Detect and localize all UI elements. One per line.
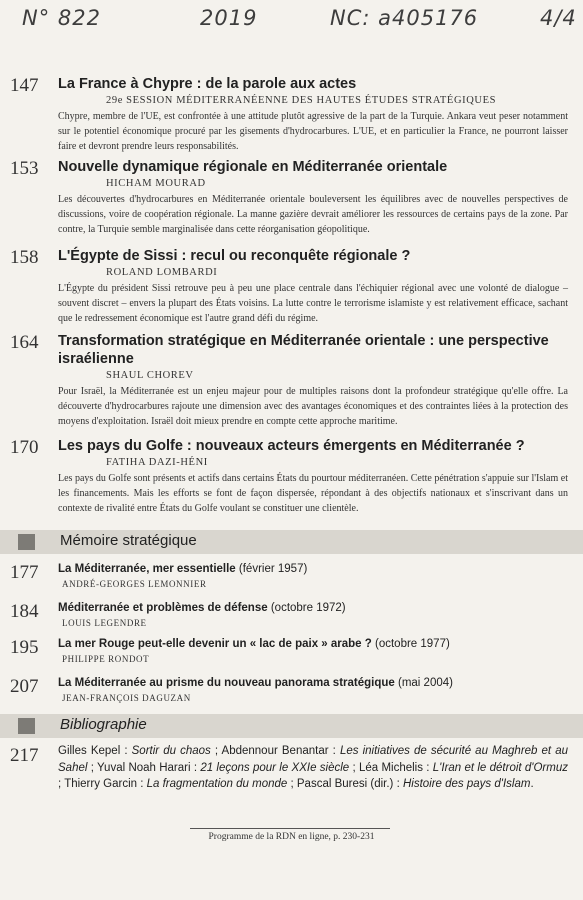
biblio-title: Sortir du chaos bbox=[131, 745, 211, 757]
page-number: 164 bbox=[10, 332, 39, 353]
memoire-section-header bbox=[0, 530, 583, 554]
footer-note: Programme de la RDN en ligne, p. 230-231 bbox=[208, 832, 375, 842]
article-summary: Chypre, membre de l'UE, est confrontée à une attitude plutôt agressive de la part de la Turquie. Ankara veut peser notamment sur le potentiel économique procuré par les gisements d'hydrocarbures. L'UE, et en particulier la France, ne pourront laisser faire et devront prendre leurs responsabilités. bbox=[58, 111, 568, 152]
biblio-title: 21 leçons pour le XXIe siècle bbox=[200, 761, 350, 774]
memoire-date: (février 1957) bbox=[238, 563, 308, 575]
article-author: FATIHA DAZI-HÉNI bbox=[106, 457, 208, 468]
article-summary: L'Égypte du président Sissi retrouve peu à peu une place centrale dans l'échiquier régional avec une volonté de dialogue – souvent discret – envers la plupart des États voisins. La lutte contre le terrorisme islamiste y est relativement efficace, sachant que le redressement économique est l'autre grand défi du régime. bbox=[58, 283, 568, 324]
handwritten-nc-code: NC: a405176 bbox=[330, 6, 479, 30]
biblio-entry bbox=[297, 778, 534, 790]
page-number: 184 bbox=[10, 601, 39, 622]
biblio-entry bbox=[64, 778, 297, 790]
biblio-author: Thierry Garcin : bbox=[64, 778, 147, 790]
biblio-title: L'Iran et le détroit d'Ormuz bbox=[432, 761, 568, 774]
section-marker bbox=[18, 534, 35, 550]
memoire-title-text: La Méditerranée, mer essentielle bbox=[58, 563, 236, 575]
memoire-title-text: Méditerranée et problèmes de défense bbox=[58, 602, 268, 614]
page-number: 195 bbox=[10, 637, 39, 658]
biblio-sep: ; bbox=[287, 778, 297, 790]
memoire-title bbox=[58, 637, 568, 651]
article-title: L'Égypte de Sissi : recul ou reconquête régionale ? bbox=[58, 248, 411, 264]
memoire-author: JEAN-FRANÇOIS DAGUZAN bbox=[62, 693, 191, 703]
biblio-sep: ; bbox=[349, 761, 359, 774]
biblio-sep: . bbox=[530, 778, 534, 790]
biblio-title: Histoire des pays d'Islam bbox=[402, 778, 531, 790]
page-number: 177 bbox=[10, 562, 39, 583]
article-title: Transformation stratégique en Méditerranée orientale : une perspective israélienne bbox=[58, 333, 549, 367]
page-number: 147 bbox=[10, 75, 39, 96]
biblio-title: La fragmentation du monde bbox=[146, 778, 288, 790]
memoire-date: (octobre 1977) bbox=[375, 638, 450, 650]
bibliography-list bbox=[58, 743, 568, 793]
memoire-title bbox=[58, 601, 568, 615]
article-author: SHAUL CHOREV bbox=[106, 370, 194, 381]
biblio-author: Pascal Buresi (dir.) : bbox=[296, 778, 403, 790]
article-summary: Les découvertes d'hydrocarbures en Méditerranée orientale bouleversent les équilibres avec de nouvelles perspectives de discussions, voire de coopération régionale. La manne gazière devrait améliorer les ressources de certains pays de la zone. Par contre, la Turquie semble marginalisée dans cette réorganisation géopolitique. bbox=[58, 194, 568, 235]
memoire-title-text: La Méditerranée au prisme du nouveau panorama stratégique bbox=[58, 677, 395, 689]
biblio-entry bbox=[97, 762, 359, 774]
memoire-author: LOUIS LEGENDRE bbox=[62, 618, 147, 628]
bibliographie-section-header bbox=[0, 714, 583, 738]
page-number: 153 bbox=[10, 158, 39, 179]
biblio-author: Yuval Noah Harari : bbox=[97, 761, 201, 774]
biblio-sep: ; bbox=[58, 778, 65, 790]
biblio-author: Léa Michelis : bbox=[358, 761, 433, 774]
biblio-title: Les initiatives de sécurité au Maghreb et au Sahel bbox=[58, 745, 569, 774]
article-author: HICHAM MOURAD bbox=[106, 178, 206, 189]
article-title: Les pays du Golfe : nouveaux acteurs émergents en Méditerranée ? bbox=[58, 438, 525, 454]
page-number: 158 bbox=[10, 247, 39, 268]
article-summary: Les pays du Golfe sont présents et actifs dans certains États du pourtour méditerranéen. Cette pénétration s'appuie sur l'Islam et les financements. Mais les efforts se font de façon dispersée, répondant à des objectifs nationaux et s'inscrivant dans un contexte de rivalité entre États du Golfe voulant se constituer une clientèle. bbox=[58, 473, 568, 514]
article-summary: Pour Israël, la Méditerranée est un enjeu majeur pour de multiples raisons dont la profondeur stratégique qu'elle offre. La découverte d'hydrocarbures rajoute une dimension avec des avantages économiques et des contraintes liées à la protection des moyens d'exploitation. Israël doit mieux prendre en compte cette approche maritime. bbox=[58, 386, 568, 427]
article-title: La France à Chypre : de la parole aux actes bbox=[58, 76, 357, 92]
page-number: 170 bbox=[10, 437, 39, 458]
article-author: 29e SESSION MÉDITERRANÉENNE DES HAUTES ÉTUDES STRATÉGIQUES bbox=[106, 95, 497, 106]
biblio-author: Abdennour Benantar : bbox=[221, 745, 340, 757]
biblio-author: Gilles Kepel : bbox=[58, 745, 132, 757]
memoire-title bbox=[58, 676, 568, 690]
page-number: 207 bbox=[10, 676, 39, 697]
memoire-date: (mai 2004) bbox=[398, 677, 453, 689]
page-number: 217 bbox=[10, 745, 39, 766]
memoire-author: PHILIPPE RONDOT bbox=[62, 654, 150, 664]
article-title: Nouvelle dynamique régionale en Méditerranée orientale bbox=[58, 159, 448, 175]
biblio-sep: ; bbox=[210, 745, 222, 757]
memoire-title-text: La mer Rouge peut-elle devenir un « lac de paix » arabe ? bbox=[58, 638, 372, 650]
memoire-author: ANDRÉ-GEORGES LEMONNIER bbox=[62, 579, 207, 589]
handwritten-year: 2019 bbox=[200, 6, 258, 30]
biblio-entry bbox=[58, 745, 222, 757]
section-title: Bibliographie bbox=[60, 716, 147, 733]
handwritten-issue-number: N° 822 bbox=[22, 6, 101, 30]
handwritten-fraction: 4/4 bbox=[540, 6, 577, 30]
section-title: Mémoire stratégique bbox=[60, 532, 197, 549]
article-author: ROLAND LOMBARDI bbox=[106, 267, 218, 278]
section-marker bbox=[18, 718, 35, 734]
footer-divider bbox=[190, 828, 390, 829]
memoire-date: (octobre 1972) bbox=[270, 602, 346, 614]
memoire-title bbox=[58, 562, 568, 576]
biblio-sep: ; bbox=[87, 761, 98, 774]
